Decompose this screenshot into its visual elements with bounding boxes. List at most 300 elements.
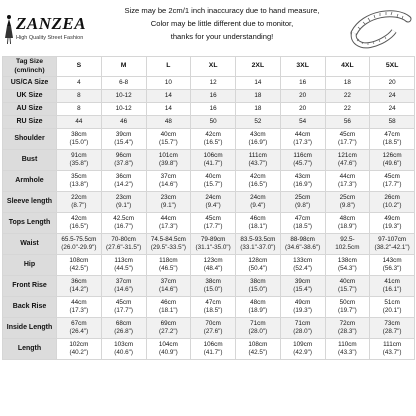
size-header-cell: XL [191, 57, 236, 77]
measurement-cell [370, 234, 415, 255]
measurement-value-secondary: (17.3") [293, 139, 312, 146]
row-label-cell: Length [3, 339, 57, 360]
measurement-value: 121cm [337, 151, 357, 159]
measurement-cell [146, 116, 191, 129]
measurement-value: 37cm [160, 172, 177, 180]
measurement-cell [325, 116, 370, 129]
measurement-cell [101, 150, 146, 171]
measurement-value: 47cm [294, 214, 311, 222]
table-row [3, 339, 415, 360]
measurement-value: 116cm [293, 151, 312, 159]
measurement-cell [101, 213, 146, 234]
measurement-value: 70cm [205, 319, 221, 327]
measurement-value: 44 [75, 117, 83, 125]
measurement-value: 138cm [337, 256, 357, 264]
measurement-cell [280, 276, 325, 297]
measurement-cell [57, 297, 102, 318]
measurement-value-secondary: (9.1") [116, 202, 132, 209]
size-header-cell: 3XL [280, 57, 325, 77]
measurement-cell [280, 297, 325, 318]
measurement-cell [57, 116, 102, 129]
measurement-cell [325, 150, 370, 171]
notice-line-3: thanks for your understanding! [170, 32, 274, 41]
row-label-cell: UK Size [3, 90, 57, 103]
size-header-cell: S [57, 57, 102, 77]
measurement-value-secondary: (41.7") [203, 349, 223, 356]
measurement-value-secondary: (46.5") [159, 265, 178, 272]
measurement-cell [191, 213, 236, 234]
measurement-value-secondary: (9.1") [160, 202, 176, 209]
measurement-value-secondary: (41.7") [203, 160, 223, 167]
measurement-value-secondary: (17.7") [114, 307, 133, 314]
measurement-value: 118cm [159, 256, 178, 264]
measurement-value: 72cm [339, 319, 356, 327]
measurement-cell [236, 129, 281, 150]
measurement-notice [96, 4, 348, 43]
header [0, 0, 416, 54]
measurement-cell [325, 255, 370, 276]
measurement-value: 6-8 [119, 78, 129, 86]
measurement-value-secondary: (16.1") [382, 286, 402, 293]
brand-tagline: High Quality Street Fashion [16, 35, 84, 41]
measurement-value: 40cm [160, 130, 177, 138]
measurement-value: 22 [343, 104, 351, 112]
measurement-value: 40cm [339, 277, 356, 285]
measurement-value: 43cm [294, 172, 311, 180]
measurement-value: 37cm [115, 277, 132, 285]
measurement-cell [146, 213, 191, 234]
measurement-value: 106cm [203, 151, 223, 159]
measurement-value: 49cm [384, 214, 400, 222]
measurement-value: 69cm [160, 319, 177, 327]
measurement-value-secondary: (56.3") [382, 265, 402, 272]
measurement-value: 46 [120, 117, 128, 125]
measurement-cell [146, 318, 191, 339]
measurement-value-secondary: (27.6"-31.5") [105, 244, 142, 251]
measurement-cell [57, 318, 102, 339]
header-label-line-2: (cm/inch) [14, 66, 45, 74]
measurement-value-secondary: (38.2"-42.1") [374, 244, 410, 251]
measurement-cell [146, 234, 191, 255]
measurement-value-secondary: (28.0") [293, 328, 312, 335]
measurement-cell [325, 318, 370, 339]
measurement-cell [236, 90, 281, 103]
measurement-value: 16 [299, 78, 307, 86]
measurement-value: 73cm [384, 319, 400, 327]
measurement-cell [280, 234, 325, 255]
brand-logo [4, 14, 90, 48]
header-label-line-1: Tag Size [15, 58, 44, 65]
measurement-cell [146, 103, 191, 116]
table-row [3, 103, 415, 116]
measurement-cell [236, 255, 281, 276]
table-row [3, 255, 415, 276]
size-table-body [3, 57, 415, 360]
measurement-value-secondary: (31.1"-35.0") [195, 244, 231, 251]
measurement-value-secondary: (17.3") [69, 307, 89, 314]
size-chart-table [2, 56, 415, 360]
row-label-cell: Armhole [3, 171, 57, 192]
measurement-value-secondary: (28.7") [382, 328, 402, 335]
measurement-value: 44cm [160, 214, 177, 222]
table-row [3, 276, 415, 297]
row-label-cell: Back Rise [3, 297, 57, 318]
measurement-value: 65.5-75.5cm [61, 235, 97, 243]
measurement-value: 16 [209, 104, 217, 112]
table-row [3, 213, 415, 234]
measurement-value: 102cm [69, 340, 89, 348]
measurement-cell [370, 171, 415, 192]
measurement-cell [146, 90, 191, 103]
measurement-value-secondary: (13.8") [69, 181, 89, 188]
measurement-value: 48 [164, 117, 172, 125]
measurement-value: 16 [209, 91, 217, 99]
measurement-value: 126cm [382, 151, 402, 159]
size-header-cell: 5XL [370, 57, 415, 77]
row-label-cell: US/CA Size [3, 77, 57, 90]
measurement-value: 51cm [384, 298, 400, 306]
measurement-value: 36cm [71, 277, 87, 285]
measurement-cell [101, 192, 146, 213]
measurement-cell [191, 276, 236, 297]
table-row [3, 318, 415, 339]
measurement-cell [236, 171, 281, 192]
measurement-value: 46cm [250, 214, 266, 222]
measurement-value-secondary: (26.4") [69, 328, 89, 335]
measurement-cell [191, 318, 236, 339]
row-label-cell: Front Rise [3, 276, 57, 297]
measurement-value: 44cm [71, 298, 87, 306]
measurement-cell [370, 129, 415, 150]
measurement-value: 111cm [383, 340, 402, 348]
measurement-value: 42.5cm [113, 214, 134, 222]
measurement-value-secondary: (18.5") [203, 307, 223, 314]
measurement-cell [280, 171, 325, 192]
measurement-cell [280, 129, 325, 150]
measurement-value: 40cm [205, 172, 221, 180]
measurement-value-secondary: (19.3") [382, 223, 402, 230]
measurement-value-secondary: (28.0") [248, 328, 268, 335]
row-label-cell: Inside Length [3, 318, 57, 339]
measurement-value-secondary: (42.5") [69, 265, 89, 272]
measurement-cell [325, 213, 370, 234]
measurement-cell [236, 339, 281, 360]
measurement-cell [280, 90, 325, 103]
measurement-cell [280, 318, 325, 339]
measurement-cell [101, 255, 146, 276]
measurement-value-secondary: 102.5cm [335, 244, 360, 251]
measurement-value: 24 [388, 104, 396, 112]
measurement-value-secondary: (10.2") [382, 202, 402, 209]
measurement-value: 52 [254, 117, 262, 125]
measurement-cell [280, 339, 325, 360]
table-row [3, 90, 415, 103]
measurement-value: 18 [254, 91, 262, 99]
measurement-cell [101, 318, 146, 339]
measurement-value: 41cm [384, 277, 400, 285]
measurement-value: 96cm [115, 151, 132, 159]
measurement-cell [101, 234, 146, 255]
measurement-value: 38cm [71, 130, 87, 138]
measurement-cell [57, 213, 102, 234]
measurement-value-secondary: (43.3") [338, 349, 357, 356]
measurement-value: 18 [343, 78, 351, 86]
measurement-value: 44cm [339, 172, 356, 180]
measurement-value: 108cm [69, 256, 89, 264]
measurement-cell [325, 339, 370, 360]
measurement-cell [57, 234, 102, 255]
measurement-value: 128cm [248, 256, 268, 264]
measurement-value: 54 [299, 117, 307, 125]
measurement-cell [236, 192, 281, 213]
measurement-value: 22 [343, 91, 351, 99]
table-row [3, 297, 415, 318]
measurement-cell [146, 276, 191, 297]
size-header-cell: 2XL [236, 57, 281, 77]
measurement-value: 44cm [294, 130, 311, 138]
measurement-value-secondary: (15.0") [203, 286, 223, 293]
measurement-value: 109cm [293, 340, 313, 348]
measurement-value-secondary: (17.3") [159, 223, 178, 230]
table-header-row [3, 57, 415, 77]
measurement-value-secondary: (29.5"-33.5") [150, 244, 187, 251]
measurement-value-secondary: (27.6") [203, 328, 223, 335]
measurement-cell [325, 171, 370, 192]
measurement-cell [101, 171, 146, 192]
measurement-cell [370, 297, 415, 318]
measurement-value: 97-107cm [378, 235, 407, 243]
measurement-value-secondary: (52.4") [293, 265, 312, 272]
measurement-cell [280, 116, 325, 129]
measurement-value: 45cm [205, 214, 221, 222]
table-row [3, 192, 415, 213]
measurement-value: 91cm [71, 151, 87, 159]
measurement-cell [325, 90, 370, 103]
measurement-value: 8 [77, 104, 81, 112]
measurement-cell [236, 213, 281, 234]
measurement-value-secondary: (9.4") [250, 202, 266, 209]
measurement-value-secondary: (16.5") [69, 223, 89, 230]
measurement-value-secondary: (19.7") [338, 307, 357, 314]
measurement-cell [101, 116, 146, 129]
table-row [3, 234, 415, 255]
row-label-cell: Sleeve length [3, 192, 57, 213]
measurement-value-secondary: (15.0") [248, 286, 268, 293]
measurement-cell [57, 339, 102, 360]
measurement-value: 42cm [250, 172, 266, 180]
measurement-cell [146, 297, 191, 318]
measurement-cell [236, 103, 281, 116]
measurement-cell [236, 297, 281, 318]
measurement-value: 42cm [205, 130, 221, 138]
measurement-cell [325, 192, 370, 213]
measurement-value-secondary: (39.8") [159, 160, 178, 167]
measurement-value: 25cm [294, 193, 311, 201]
measurement-value-secondary: (16.9") [293, 181, 312, 188]
measurement-value-secondary: (17.7") [338, 139, 357, 146]
measurement-value-secondary: (26.8") [114, 328, 133, 335]
measurement-value: 43cm [250, 130, 266, 138]
measurement-cell [236, 77, 281, 90]
header-label-cell [3, 57, 57, 77]
measurement-value: 71cm [250, 319, 266, 327]
measurement-value: 56 [343, 117, 351, 125]
measurement-cell [370, 103, 415, 116]
table-row [3, 129, 415, 150]
measurement-value: 37cm [160, 277, 177, 285]
measurement-value-secondary: (18.5") [382, 139, 402, 146]
measurement-value: 106cm [203, 340, 223, 348]
measurement-cell [57, 171, 102, 192]
measurement-cell [101, 129, 146, 150]
measurement-cell [236, 116, 281, 129]
table-row [3, 171, 415, 192]
measurement-cell [370, 213, 415, 234]
measurement-value-secondary: (43.7") [382, 349, 402, 356]
measurement-value-secondary: (14.6") [159, 181, 178, 188]
measurement-cell [101, 103, 146, 116]
measurement-value-secondary: (15.7") [338, 286, 357, 293]
measurement-value: 92.5- [340, 235, 355, 243]
measurement-value-secondary: (15.7") [203, 181, 223, 188]
measurement-value-secondary: (15.4") [293, 286, 312, 293]
measurement-value-secondary: (16.9") [248, 139, 268, 146]
measurement-value-secondary: (18.1") [248, 223, 268, 230]
measurement-value: 45cm [384, 172, 400, 180]
measurement-value-secondary: (18.9") [338, 223, 357, 230]
measurement-value: 10-12 [115, 91, 132, 99]
measurement-cell [236, 276, 281, 297]
measurement-cell [146, 192, 191, 213]
measurement-value: 39cm [294, 277, 311, 285]
measurement-value: 23cm [115, 193, 132, 201]
measurement-value: 47cm [384, 130, 400, 138]
measurement-cell [146, 77, 191, 90]
measurement-value-secondary: (40.9") [159, 349, 178, 356]
measurement-value: 8 [77, 91, 81, 99]
measurement-value: 133cm [293, 256, 313, 264]
measurement-value-secondary: (47.6") [338, 160, 357, 167]
table-row [3, 150, 415, 171]
measurement-value-secondary: (40.6") [114, 349, 133, 356]
row-label-cell: Tops Length [3, 213, 57, 234]
measurement-value: 110cm [338, 340, 357, 348]
measurement-cell [325, 234, 370, 255]
measurement-value: 48cm [250, 298, 266, 306]
measurement-value: 49cm [294, 298, 311, 306]
measurement-value-secondary: (18.1") [159, 307, 178, 314]
measurement-value: 70-80cm [111, 235, 136, 243]
measurement-cell [370, 192, 415, 213]
measurement-value-secondary: (8.7") [71, 202, 87, 209]
row-label-cell: RU Size [3, 116, 57, 129]
row-label-cell: Bust [3, 150, 57, 171]
measurement-value: 14 [164, 91, 172, 99]
measurement-value-secondary: (18.5") [293, 223, 312, 230]
measurement-cell [191, 192, 236, 213]
notice-line-2: Color may be little different due to monitor, [150, 19, 294, 28]
measurement-value-secondary: (43.7") [248, 160, 268, 167]
size-header-cell: M [101, 57, 146, 77]
measurement-cell [370, 255, 415, 276]
measurement-value: 26cm [384, 193, 400, 201]
measurement-value-secondary: (37.8") [114, 160, 133, 167]
measuring-tape-icon [350, 3, 412, 51]
measurement-value: 22cm [71, 193, 87, 201]
measurement-value-secondary: (49.6") [382, 160, 402, 167]
measurement-cell [191, 297, 236, 318]
measurement-value-secondary: (44.5") [114, 265, 133, 272]
measurement-value-secondary: (40.2") [69, 349, 89, 356]
measurement-cell [370, 318, 415, 339]
measurement-cell [280, 213, 325, 234]
measurement-cell [101, 297, 146, 318]
measurement-cell [57, 90, 102, 103]
measurement-cell [325, 77, 370, 90]
measurement-cell [280, 192, 325, 213]
measurement-value-secondary: (17.7") [203, 223, 223, 230]
measurement-value-secondary: (14.2") [69, 286, 89, 293]
measurement-value: 38cm [250, 277, 266, 285]
measurement-value: 47cm [205, 298, 221, 306]
measurement-cell [191, 116, 236, 129]
measurement-cell [146, 339, 191, 360]
measurement-value-secondary: (35.8") [69, 160, 89, 167]
measurement-value-secondary: (28.3") [338, 328, 357, 335]
measurement-cell [280, 103, 325, 116]
measurement-value-secondary: (50.4") [248, 265, 268, 272]
brand-name: ZANZEA [16, 14, 87, 33]
measurement-value-secondary: (16.5") [248, 181, 268, 188]
measurement-value-secondary: (14.6") [114, 286, 133, 293]
measurement-value-secondary: (20.1") [382, 307, 402, 314]
measurement-cell [191, 77, 236, 90]
row-label-cell: Hip [3, 255, 57, 276]
measurement-value: 74.5-84.5cm [150, 235, 186, 243]
measurement-cell [57, 129, 102, 150]
measurement-cell [57, 192, 102, 213]
measurement-cell [191, 129, 236, 150]
measurement-cell [57, 77, 102, 90]
measurement-value: 14 [164, 104, 172, 112]
measurement-value-secondary: (19.3") [293, 307, 312, 314]
measurement-value: 23cm [160, 193, 177, 201]
measurement-cell [280, 255, 325, 276]
measurement-cell [191, 150, 236, 171]
measurement-cell [101, 276, 146, 297]
measurement-cell [57, 103, 102, 116]
measurement-value: 42cm [71, 214, 87, 222]
measurement-value: 20 [299, 104, 307, 112]
measurement-value-secondary: (16.5") [203, 139, 223, 146]
row-label-cell: Shoulder [3, 129, 57, 150]
measurement-value: 50 [209, 117, 217, 125]
measurement-value: 83.5-93.5cm [240, 235, 276, 243]
table-row [3, 77, 415, 90]
row-label-cell: AU Size [3, 103, 57, 116]
measurement-cell [146, 171, 191, 192]
measurement-value: 20 [299, 91, 307, 99]
measurement-value: 103cm [114, 340, 134, 348]
measurement-cell [191, 103, 236, 116]
measurement-value-secondary: (15.4") [114, 139, 133, 146]
measurement-value: 46cm [160, 298, 177, 306]
measurement-value-secondary: (33.1"-37.0") [240, 244, 276, 251]
size-header-cell: 4XL [325, 57, 370, 77]
fashion-figure-icon [4, 14, 14, 44]
measurement-cell [57, 150, 102, 171]
measurement-value: 14 [254, 78, 262, 86]
